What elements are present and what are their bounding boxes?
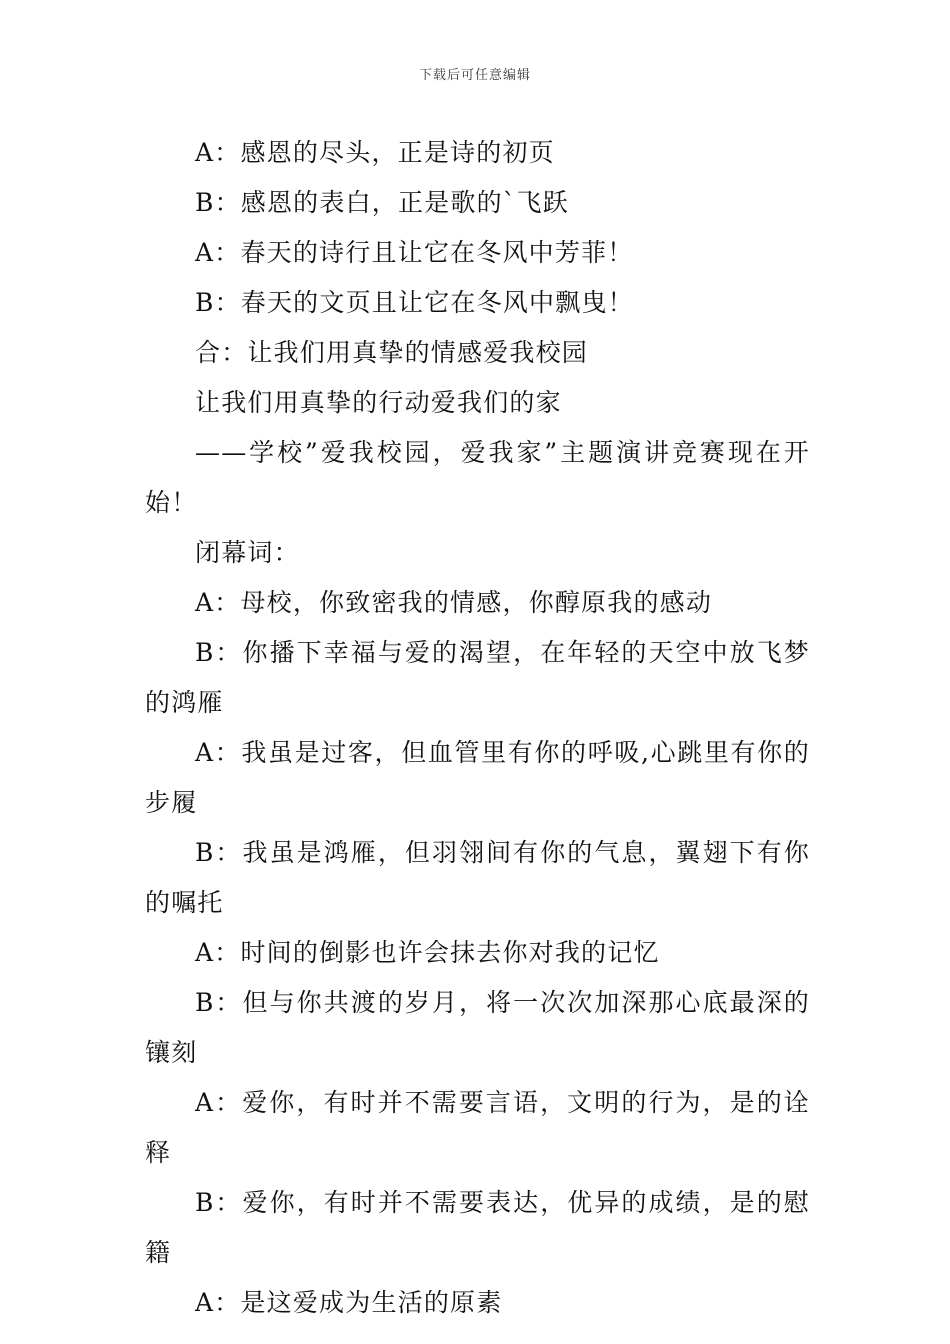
paragraph: A：春天的诗行且让它在冬风中芳菲！ bbox=[195, 238, 634, 267]
page-header: 下载后可任意编辑 bbox=[418, 68, 531, 83]
paragraph: A：爱你，有时并不需要言语，文明的行为，是的诠释 bbox=[145, 1088, 810, 1167]
paragraph: A：感恩的尽头，正是诗的初页 bbox=[195, 138, 555, 167]
paragraph: B：春天的文页且让它在冬风中飘曳！ bbox=[195, 288, 634, 317]
paragraph: B：但与你共渡的岁月，将一次次加深那心底最深的镶刻 bbox=[145, 988, 810, 1067]
paragraph: B：我虽是鸿雁，但羽翎间有你的气息，翼翅下有你的嘱托 bbox=[145, 838, 810, 917]
paragraph: 合：让我们用真挚的情感爱我校园 bbox=[195, 338, 589, 367]
paragraph: B：爱你，有时并不需要表达，优异的成绩，是的慰籍 bbox=[145, 1188, 810, 1267]
paragraph: A：母校，你致密我的情感，你醇原我的感动 bbox=[195, 588, 713, 617]
paragraph: A：是这爱成为生活的原素 bbox=[195, 1288, 503, 1317]
paragraph: B：感恩的表白，正是歌的`飞跃 bbox=[195, 188, 569, 217]
paragraph: A：时间的倒影也许会抹去你对我的记忆 bbox=[195, 938, 660, 967]
paragraph: 让我们用真挚的行动爱我们的家 bbox=[195, 388, 562, 417]
paragraph: 闭幕词： bbox=[195, 538, 300, 567]
paragraph: B：你播下幸福与爱的渴望，在年轻的天空中放飞梦的鸿雁 bbox=[145, 638, 810, 717]
paragraph: ——学校”爱我校园，爱我家”主题演讲竞赛现在开始！ bbox=[145, 438, 810, 517]
paragraph: A：我虽是过客，但血管里有你的呼吸,心跳里有你的步履 bbox=[145, 738, 810, 817]
document-body bbox=[145, 128, 810, 1328]
